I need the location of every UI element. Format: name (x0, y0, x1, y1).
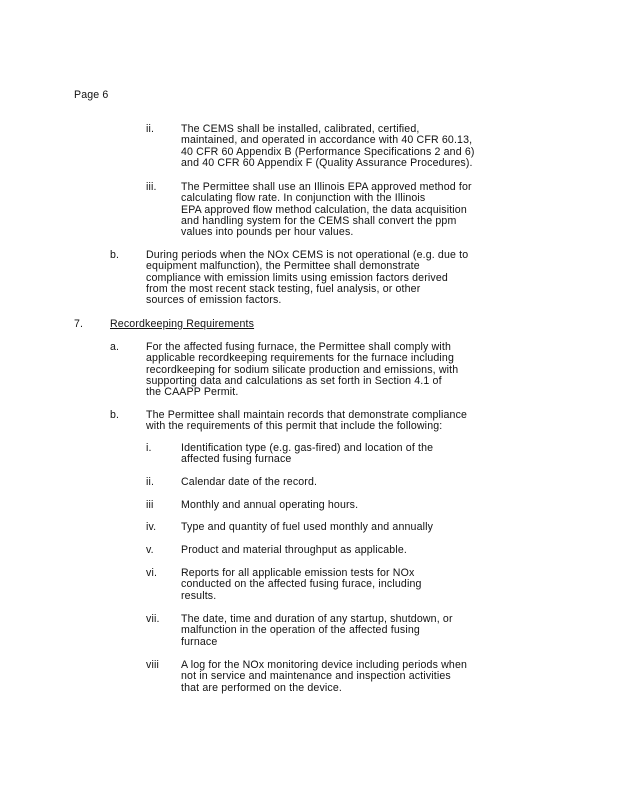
item-text: The CEMS shall be installed, calibrated, certified, maintained, and operated in accordance with 40 CFR 60.13, 40 CFR 60 Appendix B (Performance Specifications 2 and 6) and 40 CFR 60 Appendix F (Quality Assurance Procedures). (181, 123, 475, 169)
page-number: Page 6 (74, 89, 109, 101)
item-text: Calendar date of the record. (181, 476, 318, 488)
item-text: Monthly and annual operating hours. (181, 499, 359, 511)
item-text: Reports for all applicable emission tests for NOx conducted on the affected fusing furace, including results. (181, 567, 422, 602)
item-text: The Permittee shall maintain records that demonstrate compliance with the requirements of this permit that include the following: (146, 409, 468, 433)
item-label: iii (146, 499, 154, 511)
item-label: vii. (146, 613, 160, 625)
item-label: i. (146, 442, 152, 454)
item-text: For the affected fusing furnace, the Permittee shall comply with applicable recordkeeping requirements for the furnace including recordkeeping for sodium silicate production and emissions, with supporting data and calculations as set forth in Section 4.1 of the CAAPP Permit. (146, 341, 459, 399)
item-text: Type and quantity of fuel used monthly and annually (181, 521, 434, 533)
section-number: 7. (74, 318, 84, 330)
item-text: A log for the NOx monitoring device including periods when not in service and maintenance and inspection activities that are performed on the device. (181, 659, 468, 694)
item-label: a. (110, 341, 120, 353)
item-label: iii. (146, 181, 157, 193)
item-label: b. (110, 249, 120, 261)
item-label: vi. (146, 567, 158, 579)
item-label: ii. (146, 476, 155, 488)
item-label: iv. (146, 521, 157, 533)
item-label: ii. (146, 123, 155, 135)
item-label: b. (110, 409, 120, 421)
item-label: v. (146, 544, 154, 556)
item-text: The Permittee shall use an Illinois EPA approved method for calculating flow rate. In conjunction with the Illinois EPA approved flow method calculation, the data acquisition and handling system for the CEMS shall convert the ppm values into pounds per hour values. (181, 181, 472, 239)
item-text: Identification type (e.g. gas-fired) and location of the affected fusing furnace (181, 442, 434, 466)
item-text: The date, time and duration of any startup, shutdown, or malfunction in the operation of the affected fusing furnace (181, 613, 453, 648)
section-title: Recordkeeping Requirements (110, 318, 255, 330)
item-text: During periods when the NOx CEMS is not operational (e.g. due to equipment malfunction), the Permittee shall demonstrate compliance with emission limits using emission factors derived from the most recent stack testing, fuel analysis, or other sources of emission factors. (146, 249, 469, 307)
item-text: Product and material throughput as applicable. (181, 544, 407, 556)
item-label: viii (146, 659, 159, 671)
